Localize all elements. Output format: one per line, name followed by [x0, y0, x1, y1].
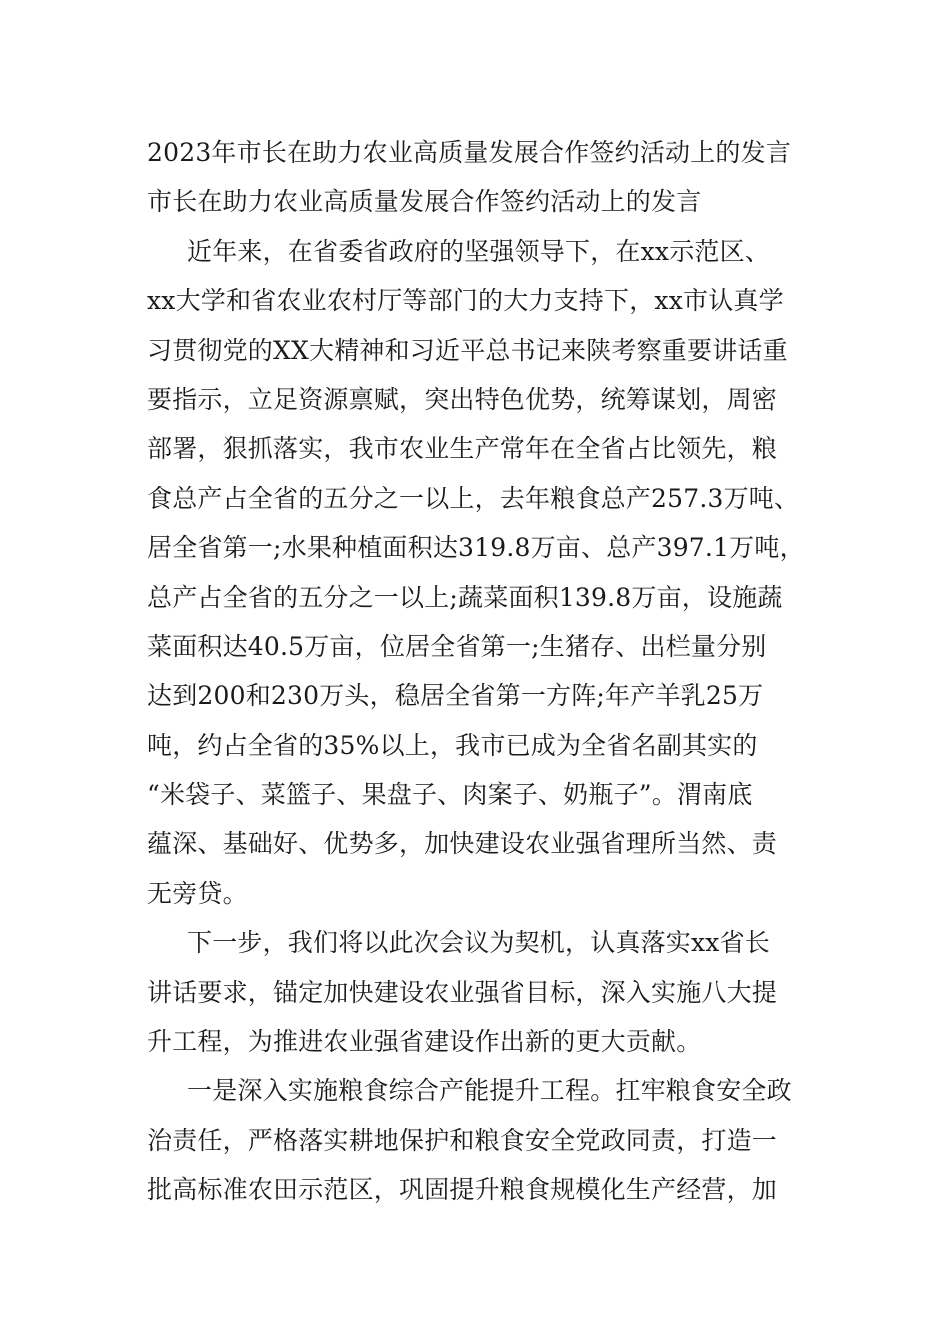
paragraph-line: 无旁贷。 — [147, 878, 248, 908]
paragraph-line: 批高标准农田示范区，巩固提升粮食规模化生产经营，加 — [147, 1175, 778, 1205]
paragraph-line: 居全省第一;水果种植面积达319.8万亩、总产397.1万吨， — [147, 533, 805, 563]
paragraph-line: 吨，约占全省的35%以上，我市已成为全省名副其实的 — [147, 730, 758, 760]
paragraph-line: 总产占全省的五分之一以上;蔬菜面积139.8万亩，设施蔬 — [147, 582, 783, 612]
paragraph-line: 讲话要求，锚定加快建设农业强省目标，深入实施八大提 — [147, 977, 778, 1007]
paragraph-1 — [147, 227, 827, 918]
document-title: 2023年市长在助力农业高质量发展合作签约活动上的发言 — [147, 138, 792, 167]
document-subtitle: 市长在助力农业高质量发展合作签约活动上的发言 — [147, 187, 702, 217]
paragraph-2 — [147, 918, 827, 1066]
paragraph-line: xx大学和省农业农村厅等部门的大力支持下，xx市认真学 — [147, 286, 784, 316]
paragraph-line: 习贯彻党的XX大精神和习近平总书记来陕考察重要讲话重 — [147, 335, 788, 365]
paragraph-3 — [147, 1066, 827, 1214]
paragraph-line: “米袋子、菜篮子、果盘子、肉案子、奶瓶子”。渭南底 — [147, 780, 753, 810]
paragraph-line: 达到200和230万头，稳居全省第一方阵;年产羊乳25万 — [147, 681, 764, 711]
paragraph-line: 要指示，立足资源禀赋，突出特色优势，统筹谋划，周密 — [147, 384, 778, 414]
paragraph-line: 蕴深、基础好、优势多，加快建设农业强省理所当然、责 — [147, 829, 778, 859]
paragraph-line: 一是深入实施粮食综合产能提升工程。扛牢粮食安全政 — [187, 1076, 792, 1106]
paragraph-line: 下一步，我们将以此次会议为契机，认真落实xx省长 — [187, 928, 771, 958]
paragraph-line: 菜面积达40.5万亩，位居全省第一;生猪存、出栏量分别 — [147, 631, 767, 661]
document-body — [147, 128, 827, 1215]
paragraph-line: 食总产占全省的五分之一以上，去年粮食总产257.3万吨、 — [147, 483, 800, 513]
paragraph-line: 近年来，在省委省政府的坚强领导下，在xx示范区、 — [187, 236, 771, 266]
paragraph-line: 部署，狠抓落实，我市农业生产常年在全省占比领先，粮 — [147, 434, 778, 464]
paragraph-line: 升工程，为推进农业强省建设作出新的更大贡献。 — [147, 1027, 702, 1057]
paragraph-line: 治责任，严格落实耕地保护和粮食安全党政同责，打造一 — [147, 1125, 778, 1155]
